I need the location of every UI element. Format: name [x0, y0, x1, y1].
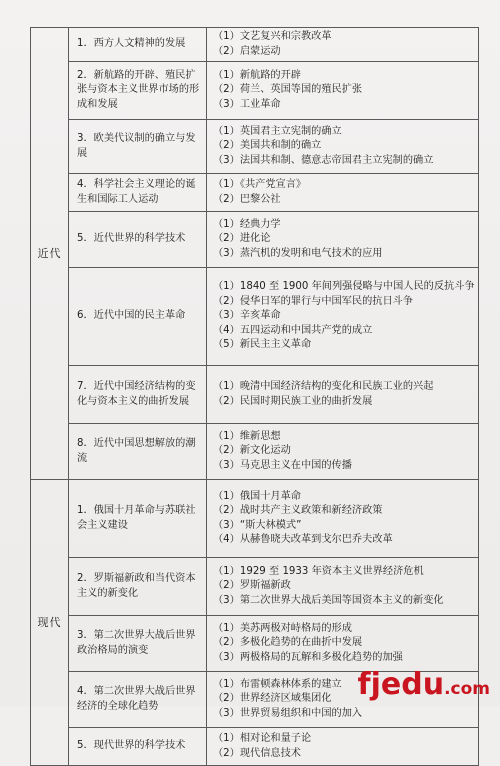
topic-title: 5．现代世界的科学技术: [77, 740, 186, 752]
topic-title-cell: [69, 424, 207, 480]
topic-content-cell: [207, 268, 479, 366]
content-item: （3）马克思主义在中国的传播: [213, 459, 352, 471]
topic-content-cell: [207, 212, 479, 268]
content-item: （3）工业革命: [213, 98, 281, 110]
content-item: （1）俄国十月革命: [213, 490, 301, 502]
content-item: （2）罗斯福新政: [213, 580, 291, 592]
topic-row: [31, 120, 479, 174]
content-item: （4）从赫鲁晓夫改革到戈尔巴乔夫改革: [213, 533, 393, 545]
content-item: （5）新民主主义革命: [213, 339, 312, 351]
topic-content-cell: [207, 728, 479, 766]
topic-title-cell: [69, 28, 207, 62]
content-item: （3）两极格局的瓦解和多极化趋势的加强: [213, 651, 403, 663]
topic-title-cell: [69, 212, 207, 268]
era-label: 近代: [31, 28, 69, 480]
topic-title-cell: [69, 366, 207, 424]
content-item: （1）1840 至 1900 年间列强侵略与中国人民的反抗斗争: [213, 281, 475, 293]
watermark-suffix: .com: [444, 679, 490, 699]
topic-content-cell: [207, 120, 479, 174]
topic-row: [31, 174, 479, 212]
topic-title: 8．近代中国思想解放的潮流: [77, 438, 196, 464]
content-item: （3）辛亥革命: [213, 310, 281, 322]
content-item: （3）世界贸易组织和中国的加入: [213, 707, 363, 719]
content-item: （3）法国共和制、德意志帝国君主立宪制的确立: [213, 154, 434, 166]
topic-title-cell: [69, 728, 207, 766]
topic-title: 3．第二次世界大战后世界政治格局的演变: [77, 630, 196, 656]
topic-row: [31, 728, 479, 766]
content-item: （1）布雷顿森林体系的建立: [213, 678, 342, 690]
topic-title: 7．近代中国经济结构的变化与资本主义的曲折发展: [77, 381, 196, 407]
topic-row: [31, 616, 479, 672]
topic-content-cell: [207, 174, 479, 212]
topic-row: [31, 366, 479, 424]
content-item: （4）五四运动和中国共产党的成立: [213, 324, 373, 336]
content-item: （2）侵华日军的罪行与中国军民的抗日斗争: [213, 295, 414, 307]
topic-title-cell: [69, 558, 207, 616]
content-item: （2）美国共和制的确立: [213, 140, 322, 152]
topic-row: [31, 62, 479, 120]
history-outline-table: [30, 27, 479, 766]
content-item: （2）世界经济区域集团化: [213, 693, 332, 705]
content-item: （1）《共产党宣言》: [213, 179, 307, 191]
topic-row: [31, 28, 479, 62]
topic-title-cell: [69, 62, 207, 120]
content-item: （3）第二次世界大战后美国等国资本主义的新变化: [213, 594, 444, 606]
topic-title: 2．罗斯福新政和当代资本主义的新变化: [77, 573, 196, 599]
watermark-brand: fjedu: [357, 667, 445, 702]
content-item: （1）1929 至 1933 年资本主义世界经济危机: [213, 565, 424, 577]
topic-content-cell: [207, 558, 479, 616]
content-item: （1）晚清中国经济结构的变化和民族工业的兴起: [213, 381, 434, 393]
content-item: （1）新航路的开辟: [213, 69, 301, 81]
topic-content-cell: [207, 424, 479, 480]
content-item: （3）蒸汽机的发明和电气技术的应用: [213, 247, 383, 259]
content-item: （2）现代信息技术: [213, 747, 301, 759]
topic-title: 4．科学社会主义理论的诞生和国际工人运动: [77, 179, 196, 205]
topic-content-cell: [207, 62, 479, 120]
content-item: （1）美苏两极对峙格局的形成: [213, 622, 352, 634]
topic-title: 2．新航路的开辟、殖民扩张与资本主义世界市场的形成和发展: [77, 69, 200, 110]
content-item: （3）“斯大林模式”: [213, 519, 302, 531]
topic-row: [31, 480, 479, 558]
content-item: （1）维新思想: [213, 430, 281, 442]
topic-title: 3．欧美代议制的确立与发展: [77, 133, 196, 159]
content-item: （2）巴黎公社: [213, 193, 281, 205]
topic-content-cell: [207, 28, 479, 62]
content-item: （2）战时共产主义政策和新经济政策: [213, 505, 383, 517]
content-item: （1）英国君主立宪制的确立: [213, 125, 342, 137]
topic-row: [31, 212, 479, 268]
topic-title-cell: [69, 616, 207, 672]
site-watermark: [358, 667, 490, 702]
topic-content-cell: [207, 480, 479, 558]
content-item: （1）文艺复兴和宗教改革: [213, 31, 332, 43]
content-item: （2）进化论: [213, 233, 271, 245]
topic-title: 5．近代世界的科学技术: [77, 233, 186, 245]
topic-title-cell: [69, 174, 207, 212]
topic-row: [31, 558, 479, 616]
content-item: （2）新文化运动: [213, 445, 291, 457]
topic-content-cell: [207, 366, 479, 424]
era-label: 现代: [31, 480, 69, 766]
content-item: （2）民国时期民族工业的曲折发展: [213, 395, 373, 407]
content-item: （2）荷兰、英国等国的殖民扩张: [213, 84, 363, 96]
topic-row: [31, 424, 479, 480]
topic-title: 4．第二次世界大战后世界经济的全球化趋势: [77, 686, 196, 712]
content-item: （1）相对论和量子论: [213, 733, 312, 745]
topic-content-cell: [207, 616, 479, 672]
outline-body: [31, 28, 479, 766]
topic-title-cell: [69, 268, 207, 366]
topic-title-cell: [69, 480, 207, 558]
content-item: （2）启蒙运动: [213, 45, 281, 57]
topic-title-cell: [69, 672, 207, 728]
topic-title: 1．西方人文精神的发展: [77, 38, 186, 50]
topic-title: 6．近代中国的民主革命: [77, 310, 186, 322]
topic-title-cell: [69, 120, 207, 174]
content-item: （2）多极化趋势的在曲折中发展: [213, 637, 363, 649]
topic-row: [31, 268, 479, 366]
topic-title: 1．俄国十月革命与苏联社会主义建设: [77, 505, 196, 531]
content-item: （1）经典力学: [213, 218, 281, 230]
